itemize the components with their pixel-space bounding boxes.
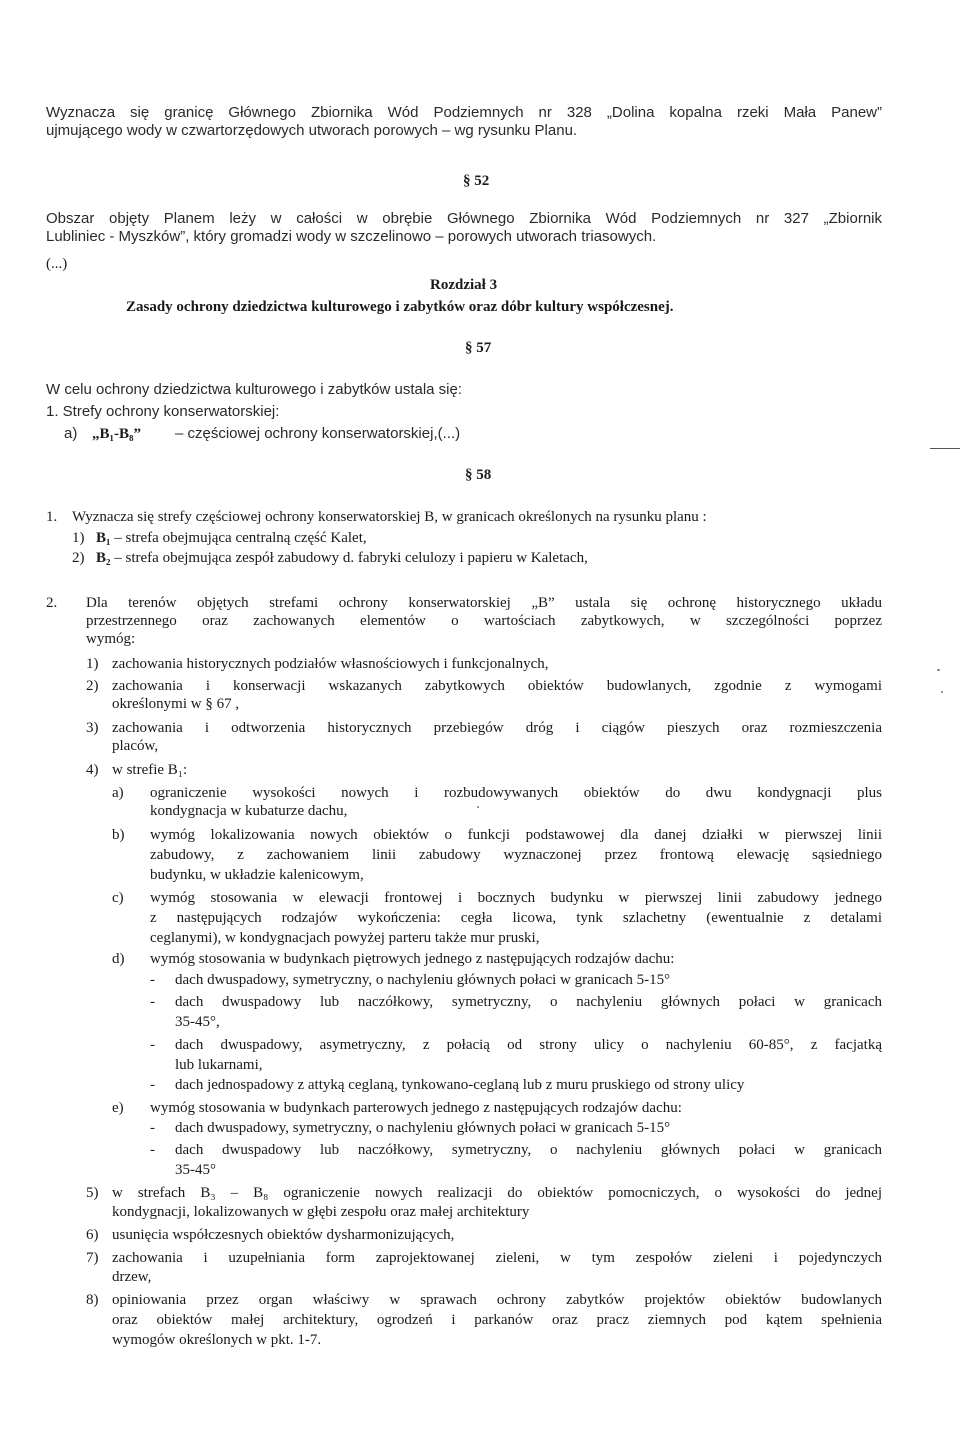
s58-p1-item-1-text: – strefa obejmująca centralną część Kalet, bbox=[110, 530, 367, 546]
section-52-heading: § 52 bbox=[463, 173, 490, 189]
s58-p2-number: 2. bbox=[46, 595, 58, 611]
req-6-number: 6) bbox=[86, 1227, 99, 1243]
scan-speck bbox=[941, 691, 943, 693]
req-7-line-2: drzew, bbox=[112, 1269, 152, 1285]
req-7-number: 7) bbox=[86, 1250, 99, 1266]
req-3-line-2: placów, bbox=[112, 738, 159, 754]
req-4d-dash-4: - bbox=[150, 1077, 155, 1093]
req-2-number: 2) bbox=[86, 678, 99, 694]
section-52-line-2: Lubliniec - Myszków”, który gromadzi wody w szczelinowo – porowych utworach triasowych. bbox=[46, 228, 657, 245]
req-4e-line-1: wymóg stosowania w budynkach parterowych jednego z następujących rodzajów dachu: bbox=[150, 1100, 682, 1116]
section-52-ellipsis: (...) bbox=[46, 256, 68, 272]
req-4e-roof-1: dach dwuspadowy, symetryczny, o nachyleniu głównych połaci w granicach 5-15° bbox=[175, 1120, 671, 1136]
section-57-heading: § 57 bbox=[465, 340, 492, 356]
s58-p2-line-1: Dla terenów objętych strefami ochrony konserwatorskiej „B” ustala się ochronę historycznego układu bbox=[86, 595, 882, 611]
scan-edge-line bbox=[930, 448, 960, 449]
req-4c-line-3: ceglanymi), w kondygnacjach powyżej parteru także mur pruski, bbox=[150, 930, 540, 946]
req-6-text: usunięcia współczesnych obiektów dysharmonizujących, bbox=[112, 1227, 455, 1243]
req-4d-roof-4: dach jednospadowy z attyką ceglaną, tynkowano-ceglaną lub z muru pruskiego od strony ulicy bbox=[175, 1077, 745, 1093]
req-4b-line-2: zabudowy, z zachowaniem linii zabudowy wyznaczonej przez frontową elewację sąsiedniego bbox=[150, 847, 882, 863]
section-57-item-1: 1. Strefy ochrony konserwatorskiej: bbox=[46, 403, 280, 420]
req-4e-roof-2-line-1: dach dwuspadowy lub naczółkowy, symetryczny, o nachyleniu głównych połaci w granicach bbox=[175, 1142, 882, 1158]
req-1-text: zachowania historycznych podziałów własnościowych i funkcjonalnych, bbox=[112, 656, 549, 672]
intro-line-1: Wyznacza się granicę Głównego Zbiornika Wód Podziemnych nr 328 „Dolina kopalna rzeki Mała Panew” bbox=[46, 104, 882, 121]
req-4e-roof-2-line-2: 35-45° bbox=[175, 1162, 216, 1178]
req-4d-dash-1: - bbox=[150, 972, 155, 988]
req-8-line-2: oraz obiektów małej architektury, ogrodzeń i parkanów oraz pracz ziemnych pod kątem spełnienia bbox=[112, 1312, 882, 1328]
req-8-line-3: wymogów określonych w pkt. 1-7. bbox=[112, 1332, 322, 1348]
req-4a-line-2: kondygnacja w kubaturze dachu, bbox=[150, 803, 348, 819]
intro-line-2: ujmującego wody w czwartorzędowych utworach porowych – wg rysunku Planu. bbox=[46, 122, 578, 139]
req-5-line-1: w strefach B₃ – B₈ ograniczenie nowych realizacji do obiektów pomocniczych, o wysokości do jednej bbox=[112, 1185, 882, 1201]
req-4d-label: d) bbox=[112, 951, 125, 967]
req-2-line-2: określonymi w § 67 , bbox=[112, 696, 240, 712]
s58-p1-item-2 bbox=[96, 549, 588, 567]
req-4d-dash-2: - bbox=[150, 994, 155, 1010]
req-4d-roof-3-line-1: dach dwuspadowy, asymetryczny, z połacią od strony ulicy o nachyleniu 60-85°, z facjatką bbox=[175, 1037, 882, 1053]
req-4d-roof-2-line-1: dach dwuspadowy lub naczółkowy, symetryczny, o nachyleniu głównych połaci w granicach bbox=[175, 994, 882, 1010]
req-2-line-1: zachowania i konserwacji wskazanych zabytkowych obiektów budowlanych, zgodnie z wymogami bbox=[112, 678, 882, 694]
req-7-line-1: zachowania i uzupełniania form zaprojektowanej zieleni, w tym zespołów zieleni i pojedynczych bbox=[112, 1250, 882, 1266]
req-4d-line-1: wymóg stosowania w budynkach piętrowych jednego z następujących rodzajów dachu: bbox=[150, 951, 675, 967]
s58-p1-item-2-code: B₂ bbox=[96, 550, 111, 566]
req-4c-line-2: z następujących rodzajów wykończenia: cegła licowa, tynk szlachetny (ewentualnie z detalami bbox=[150, 910, 882, 926]
req-4c-line-1: wymóg stosowania w elewacji frontowej i bocznych budynku w pierwszej linii zabudowy jednego bbox=[150, 890, 882, 906]
req-4-text: w strefie B₁: bbox=[112, 762, 188, 778]
s58-p1-number: 1. bbox=[46, 509, 58, 525]
section-52-line-1: Obszar objęty Planem leży w całości w obrębie Głównego Zbiornika Wód Podziemnych nr 327 „Zbiornik bbox=[46, 210, 882, 227]
s58-p2-line-3: wymóg: bbox=[86, 631, 136, 647]
s58-p2-line-2: przestrzennego oraz zachowanych elementów o wartościach zabytkowych, w szczególności poprzez bbox=[86, 613, 882, 629]
req-4e-label: e) bbox=[112, 1100, 124, 1116]
s58-p1-item-2-number: 2) bbox=[72, 550, 85, 566]
section-57-intro: W celu ochrony dziedzictwa kulturowego i zabytków ustala się: bbox=[46, 381, 463, 398]
section-57-item-1a-text: – częściowej ochrony konserwatorskiej,(...) bbox=[175, 425, 461, 442]
req-4e-dash-1: - bbox=[150, 1120, 155, 1136]
scan-speck bbox=[937, 669, 940, 671]
req-4b-line-3: budynku, w układzie kalenicowym, bbox=[150, 867, 364, 883]
req-4d-roof-1: dach dwuspadowy, symetryczny, o nachyleniu głównych połaci w granicach 5-15° bbox=[175, 972, 671, 988]
req-4d-roof-2-line-2: 35-45°, bbox=[175, 1014, 220, 1030]
req-4e-dash-2: - bbox=[150, 1142, 155, 1158]
req-5-line-2: kondygnacji, lokalizowanych w głębi zespołu oraz małej architektury bbox=[112, 1204, 530, 1220]
req-8-line-1: opiniowania przez organ właściwy w sprawach ochrony zabytków projektów obiektów budowlanych bbox=[112, 1292, 882, 1308]
s58-p1-item-1-number: 1) bbox=[72, 530, 85, 546]
s58-p1-item-1-code: B₁ bbox=[96, 530, 111, 546]
s58-p1-text: Wyznacza się strefy częściowej ochrony konserwatorskiej B, w granicach określonych na rysunku planu : bbox=[72, 509, 707, 525]
req-3-number: 3) bbox=[86, 720, 99, 736]
chapter-number: Rozdział 3 bbox=[430, 277, 498, 293]
req-4b-line-1: wymóg lokalizowania nowych obiektów o funkcji podstawowej dla danej działki w pierwszej linii bbox=[150, 827, 882, 843]
chapter-title: Zasady ochrony dziedzictwa kulturowego i zabytków oraz dóbr kultury współczesnej. bbox=[126, 299, 674, 315]
req-5-number: 5) bbox=[86, 1185, 99, 1201]
req-4-number: 4) bbox=[86, 762, 99, 778]
req-3-line-1: zachowania i odtworzenia historycznych przebiegów dróg i ciągów pieszych oraz rozmieszczenia bbox=[112, 720, 882, 736]
scan-speck bbox=[477, 806, 479, 808]
section-58-heading: § 58 bbox=[465, 467, 492, 483]
req-4a-label: a) bbox=[112, 785, 124, 801]
section-57-item-1a-code: „B₁-B₈” bbox=[92, 426, 141, 442]
section-57-item-1a-label: a) bbox=[64, 425, 78, 442]
req-8-number: 8) bbox=[86, 1292, 99, 1308]
req-4a-line-1: ograniczenie wysokości nowych i rozbudowywanych obiektów do dwu kondygnacji plus bbox=[150, 785, 882, 801]
req-4c-label: c) bbox=[112, 890, 124, 906]
s58-p1-item-2-text: – strefa obejmująca zespół zabudowy d. fabryki celulozy i papieru w Kaletach, bbox=[110, 550, 588, 566]
req-1-number: 1) bbox=[86, 656, 99, 672]
req-4b-label: b) bbox=[112, 827, 125, 843]
req-4d-roof-3-line-2: lub lukarnami, bbox=[175, 1057, 263, 1073]
s58-p1-item-1 bbox=[96, 529, 367, 547]
req-4d-dash-3: - bbox=[150, 1037, 155, 1053]
